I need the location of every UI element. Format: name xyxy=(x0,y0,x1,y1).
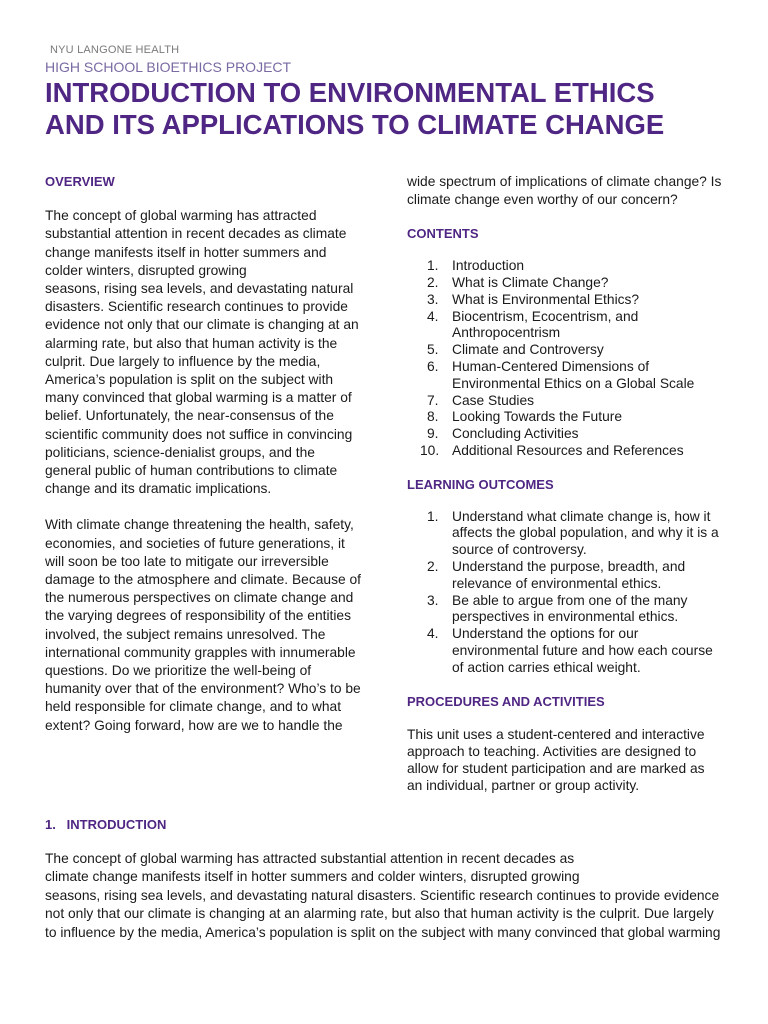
list-text xyxy=(452,559,737,593)
text-line: culprit. Due largely to influence by the media, xyxy=(45,353,321,369)
text-line: Introduction xyxy=(452,258,525,274)
contents-list-item xyxy=(407,409,737,426)
text-line: change and its dramatic implications. xyxy=(45,481,272,497)
list-text xyxy=(452,342,737,359)
text-line: What is Climate Change? xyxy=(452,275,609,290)
contents-list-item xyxy=(407,359,737,393)
list-number: 3. xyxy=(427,592,439,608)
text-line: belief. Unfortunately, the near-consensus of the xyxy=(45,408,334,424)
list-text xyxy=(452,275,737,292)
list-number: 1. xyxy=(427,508,439,524)
text-line: damage to the atmosphere and climate. Because of xyxy=(45,572,361,588)
text-line: environmental future and how each course xyxy=(452,642,713,658)
title-line: INTRODUCTION TO ENVIRONMENTAL ETHICS xyxy=(45,77,655,108)
list-text xyxy=(452,509,737,559)
contents-list-item xyxy=(407,426,737,443)
outcome-list-item xyxy=(407,559,737,593)
list-text xyxy=(452,426,737,443)
text-line: Human-Centered Dimensions of xyxy=(452,358,650,374)
text-line: the varying degrees of responsibility of the entities xyxy=(45,608,352,624)
list-number: 6. xyxy=(427,358,439,374)
contents-list xyxy=(407,258,737,460)
text-line: involved, the subject remains unresolved. The xyxy=(45,626,326,642)
text-line: general public of human contributions to climate xyxy=(45,463,338,479)
text-line: The concept of global warming has attracted substantial attention in recent decades as xyxy=(45,850,575,866)
list-text xyxy=(452,409,737,426)
introduction-paragraph xyxy=(45,850,735,943)
text-line: America’s population is split on the subject with xyxy=(45,372,334,388)
list-text xyxy=(452,593,737,627)
text-line: of action carries ethical weight. xyxy=(452,659,641,675)
list-text xyxy=(452,292,737,309)
text-line: politicians, science-denialist groups, and the xyxy=(45,444,315,460)
text-line: climate change even worthy of our concern? xyxy=(407,192,678,208)
text-line: Environmental Ethics on a Global Scale xyxy=(452,375,695,391)
list-number: 2. xyxy=(427,558,439,574)
text-line: climate change manifests itself in hotter summers and colder winters, disrupted growing xyxy=(45,869,580,885)
text-line: Biocentrism, Ecocentrism, and xyxy=(452,308,639,324)
org-label: NYU LANGONE HEALTH xyxy=(50,44,180,56)
text-line: seasons, rising sea levels, and devastating natural disasters. Scientific research continues to provide evidence xyxy=(45,887,720,903)
list-text xyxy=(452,443,737,460)
text-line: Understand the options for our xyxy=(452,626,639,642)
learning-outcomes-heading: LEARNING OUTCOMES xyxy=(407,476,554,492)
procedures-paragraph xyxy=(407,727,737,794)
text-line: relevance of environmental ethics. xyxy=(452,575,662,591)
title-line: AND ITS APPLICATIONS TO CLIMATE CHANGE xyxy=(45,109,665,140)
list-text xyxy=(452,393,737,410)
contents-list-item xyxy=(407,258,737,275)
list-text xyxy=(452,258,737,275)
text-line: Looking Towards the Future xyxy=(452,409,623,425)
contents-list-item xyxy=(407,275,737,292)
text-line: international community grapples with innumerable xyxy=(45,644,356,660)
text-line: Additional Resources and References xyxy=(452,442,684,458)
list-number: 8. xyxy=(427,409,439,425)
text-line: Anthropocentrism xyxy=(452,325,561,341)
right-column xyxy=(407,173,737,795)
text-line: seasons, rising sea levels, and devastating natural xyxy=(45,281,354,297)
contents-list-item xyxy=(407,342,737,359)
contents-list-item xyxy=(407,309,737,343)
learning-outcomes-list xyxy=(407,509,737,677)
text-line: substantial attention in recent decades as climate xyxy=(45,226,347,242)
text-line: humanity over that of the environment? Who’s to be xyxy=(45,681,361,697)
text-line: colder winters, disrupted growing xyxy=(45,262,247,278)
text-line: Case Studies xyxy=(452,392,535,408)
outcome-list-item xyxy=(407,509,737,559)
contents-list-item xyxy=(407,393,737,410)
introduction-section xyxy=(45,816,735,943)
outcome-list-item xyxy=(407,593,737,627)
text-line: scientific community does not suffice in convincing xyxy=(45,426,353,442)
text-line: to influence by the media, America’s population is split on the subject with many convinced that global warming xyxy=(45,924,721,940)
text-line: change manifests itself in hotter summers and xyxy=(45,244,327,260)
list-text xyxy=(452,359,737,393)
list-number: 4. xyxy=(427,308,439,324)
list-number: 2. xyxy=(427,275,439,290)
list-text xyxy=(452,309,737,343)
text-line: Understand the purpose, breadth, and xyxy=(452,558,686,574)
text-line: What is Environmental Ethics? xyxy=(452,291,640,307)
contents-list-item xyxy=(407,292,737,309)
procedures-heading: PROCEDURES AND ACTIVITIES xyxy=(407,693,605,709)
text-line: many convinced that global warming is a matter of xyxy=(45,390,352,406)
overview-heading: OVERVIEW xyxy=(45,174,115,189)
page-title xyxy=(45,77,745,141)
project-label: HIGH SCHOOL BIOETHICS PROJECT xyxy=(45,59,292,75)
introduction-heading: 1. INTRODUCTION xyxy=(45,817,167,832)
list-number: 4. xyxy=(427,626,439,642)
text-line: will soon be too late to mitigate our irreversible xyxy=(45,553,329,569)
text-line: wide spectrum of implications of climate change? Is xyxy=(407,174,722,189)
text-line: Understand what climate change is, how it xyxy=(452,508,711,524)
contents-heading: CONTENTS xyxy=(407,226,479,242)
list-number: 9. xyxy=(427,426,439,442)
text-line: This unit uses a student-centered and interactive xyxy=(407,727,705,743)
list-number: 1. xyxy=(427,258,439,274)
text-line: held responsible for climate change, and to what xyxy=(45,699,342,715)
list-text xyxy=(452,626,737,676)
text-line: questions. Do we prioritize the well-being of xyxy=(45,663,312,679)
list-number: 3. xyxy=(427,291,439,307)
left-column xyxy=(45,173,375,735)
text-line: Climate and Controversy xyxy=(452,342,604,358)
text-line: Concluding Activities xyxy=(452,426,579,442)
text-line: not only that our climate is changing at an alarming rate, but also that human activity is the culprit. Due largely xyxy=(45,906,714,922)
list-number: 10. xyxy=(420,442,440,458)
text-line: disasters. Scientific research continues to provide xyxy=(45,299,348,315)
text-line: The concept of global warming has attracted xyxy=(45,208,317,224)
overview-paragraph-1 xyxy=(45,207,375,498)
text-line: extent? Going forward, how are we to handle the xyxy=(45,717,343,733)
text-line: Be able to argue from one of the many xyxy=(452,592,688,608)
text-line: approach to teaching. Activities are designed to xyxy=(407,744,697,760)
text-line: source of controversy. xyxy=(452,542,587,558)
text-line: With climate change threatening the health, safety, xyxy=(45,517,354,533)
list-number: 7. xyxy=(427,392,439,408)
text-line: alarming rate, but also that human activity is the xyxy=(45,335,338,351)
text-line: evidence not only that our climate is changing at an xyxy=(45,317,359,333)
contents-list-item xyxy=(407,443,737,460)
text-line: allow for student participation and are marked as xyxy=(407,760,705,776)
overview-paragraph-2 xyxy=(45,516,375,734)
text-line: affects the global population, and why it is a xyxy=(452,525,719,541)
outcome-list-item xyxy=(407,626,737,676)
list-number: 5. xyxy=(427,342,439,358)
text-line: economies, and societies of future generations, it xyxy=(45,535,345,551)
overview-paragraph-2-continued xyxy=(407,173,737,209)
text-line: the numerous perspectives on climate change and xyxy=(45,590,354,606)
text-line: an individual, partner or group activity. xyxy=(407,777,640,793)
text-line: perspectives in environmental ethics. xyxy=(452,609,679,625)
